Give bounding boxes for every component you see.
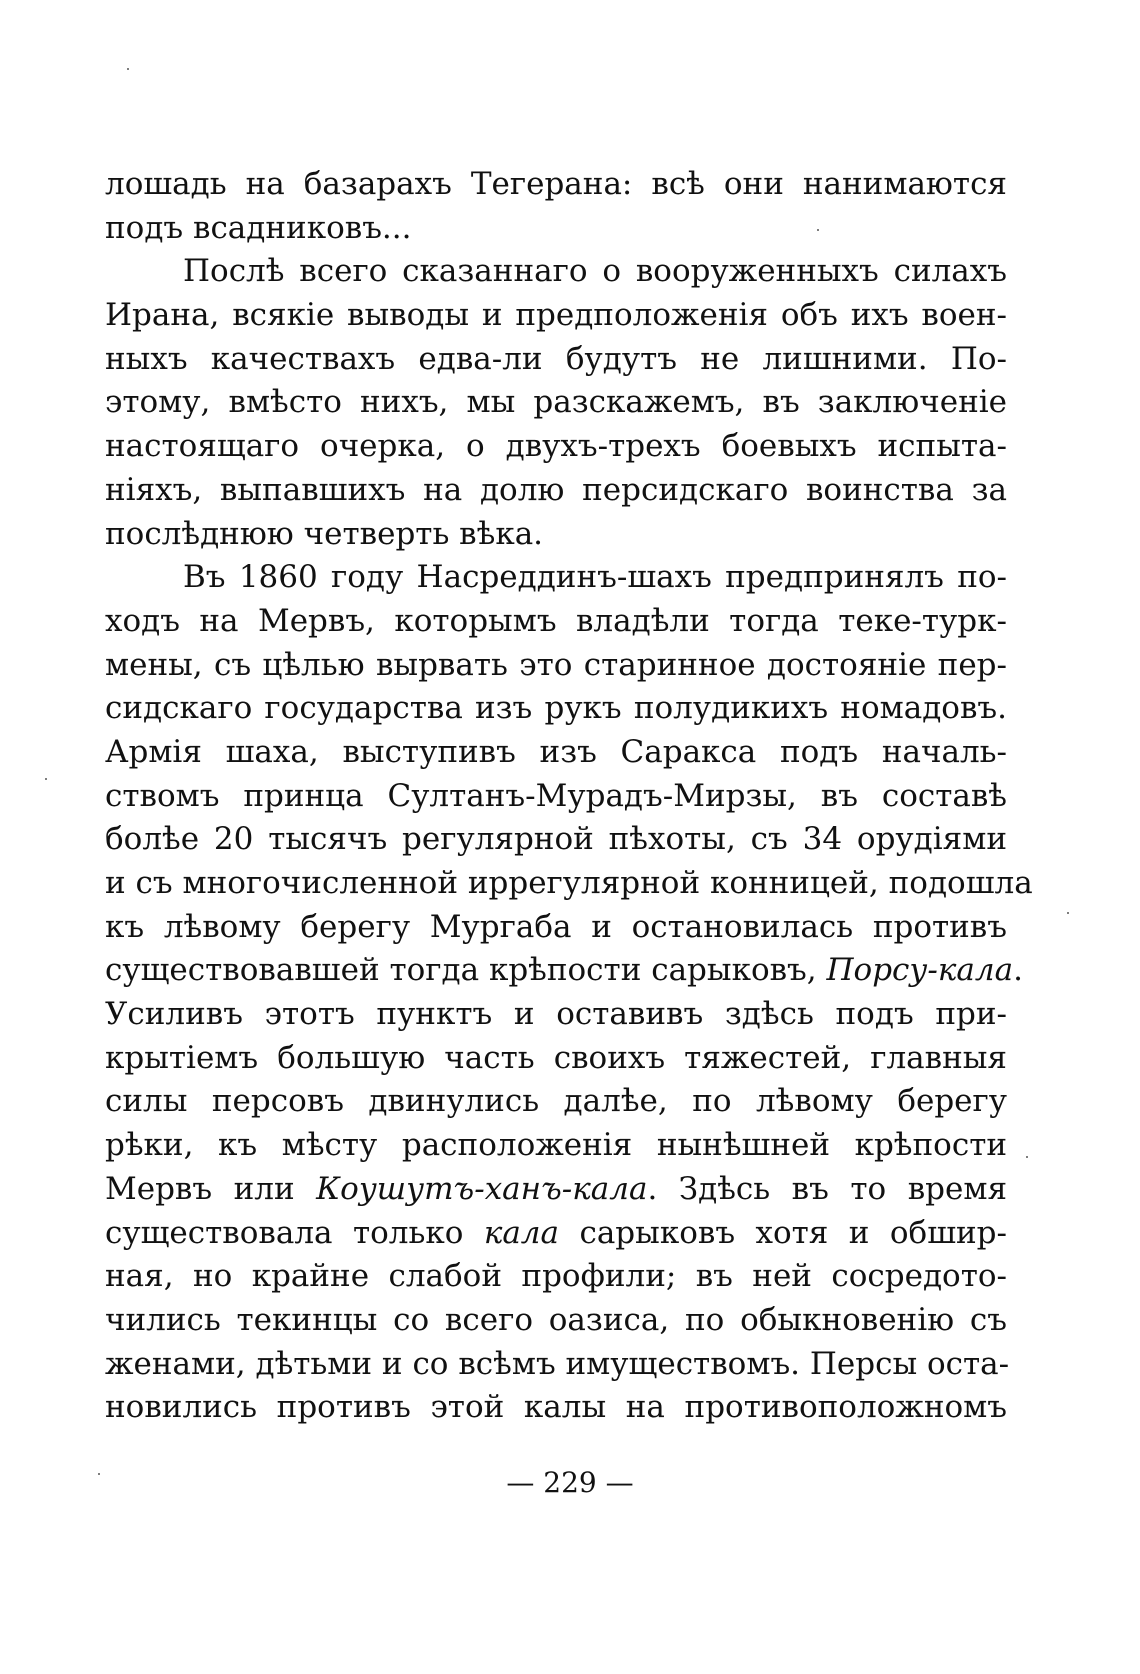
text-line: ныхъ качествахъ едва-ли будутъ не лишними. По- [105, 340, 1007, 377]
text-line: этому, вмѣсто нихъ, мы разскажемъ, въ заключеніе [105, 384, 1007, 421]
scan-speck [45, 778, 47, 780]
text-line: крытіемъ большую часть своихъ тяжестей, главныя [105, 1039, 1007, 1076]
text-line: ніяхъ, выпавшихъ на долю персидскаго воинства за [105, 471, 1007, 508]
text-line: существовавшей тогда крѣпости сарыковъ, Порсу-кала. [105, 952, 1023, 989]
paragraph-start-line: Въ 1860 году Насреддинъ-шахъ предпринялъ по- [183, 559, 1007, 596]
text-line: послѣднюю четверть вѣка. [105, 515, 544, 552]
text-line: ная, но крайне слабой профили; въ ней сосредото- [105, 1258, 1007, 1295]
text-line: Ирана, всякіе выводы и предположенія объ ихъ воен- [105, 297, 1007, 334]
text-line: новились противъ этой калы на противоположномъ [105, 1389, 1007, 1426]
text-line: подъ всадниковъ... [105, 209, 412, 246]
scan-speck [1067, 912, 1069, 914]
text-line: лошадь на базарахъ Тегерана: всѣ они нанимаются [105, 166, 1007, 202]
page-number: — 229 — [506, 1466, 634, 1499]
text-line: ходъ на Мервъ, которымъ владѣли тогда теке-турк- [105, 602, 1007, 639]
italic-place-name: Порсу-кала [826, 952, 1014, 989]
scan-speck [98, 1473, 100, 1475]
text-line: мены, съ цѣлью вырвать это старинное достояніе пер- [105, 646, 1007, 683]
text-line: настоящаго очерка, о двухъ-трехъ боевыхъ испыта- [105, 428, 1007, 465]
text-line: женами, дѣтьми и со всѣмъ имуществомъ. Персы оста- [105, 1345, 1010, 1382]
text-line: существовала только кала сарыковъ хотя и обшир- [105, 1214, 1007, 1251]
text-line: и съ многочисленной иррегулярной конницей, подошла [105, 865, 1033, 901]
scan-speck [817, 229, 819, 231]
text-line: сидскаго государства изъ рукъ полудикихъ номадовъ. [105, 690, 1007, 727]
text-line: силы персовъ двинулись далѣе, по лѣвому берегу [105, 1083, 1007, 1120]
italic-place-name: Коушутъ-ханъ-кала [316, 1170, 648, 1207]
scan-speck [127, 68, 129, 70]
text-line: Армія шаха, выступивъ изъ Саракса подъ началь- [105, 733, 1007, 770]
text-line: Мервъ или Коушутъ-ханъ-кала. Здѣсь въ то время [105, 1170, 1007, 1207]
italic-term: кала [483, 1214, 560, 1251]
text-line: чились текинцы со всего оазиса, по обыкновенію съ [105, 1301, 1007, 1338]
text-line: ствомъ принца Султанъ-Мурадъ-Мирзы, въ составѣ [105, 777, 1007, 814]
page-text [105, 163, 1033, 1430]
text-line: къ лѣвому берегу Мургаба и остановилась противъ [105, 908, 1007, 945]
text-line: Усиливъ этотъ пунктъ и оставивъ здѣсь подъ при- [105, 996, 1007, 1033]
text-line: болѣе 20 тысячъ регулярной пѣхоты, съ 34 орудіями [105, 821, 1007, 858]
scan-speck [1026, 1156, 1028, 1158]
text-line: рѣки, къ мѣсту расположенія нынѣшней крѣпости [105, 1127, 1007, 1164]
paragraph-start-line: Послѣ всего сказаннаго о вооруженныхъ силахъ [183, 253, 1007, 290]
